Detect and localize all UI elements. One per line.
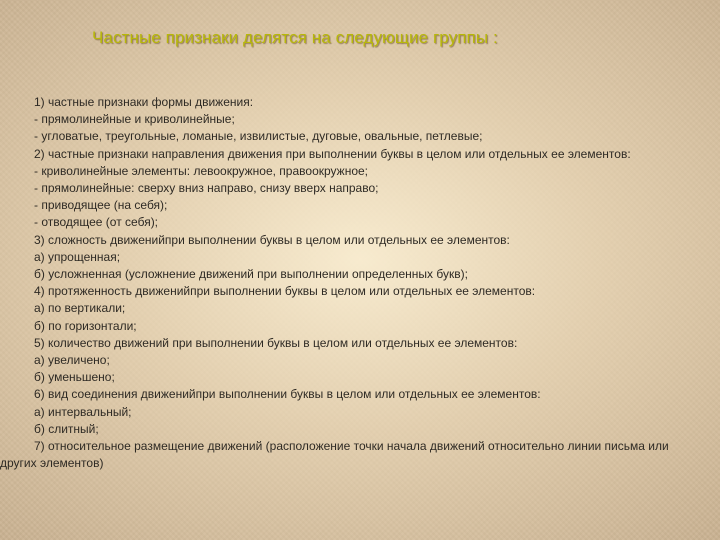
text-line: а) увеличено; — [34, 353, 110, 368]
text-line: б) уменьшено; — [34, 370, 115, 385]
text-line: 5) количество движений при выполнении буквы в целом или отдельных ее элементов: — [34, 335, 518, 350]
text-line: - отводящее (от себя); — [34, 215, 159, 230]
text-line: б) усложненная (усложнение движений при выполнении определенных букв); — [34, 267, 468, 282]
slide-title: Частные признаки делятся на следующие группы : — [92, 28, 498, 47]
text-line: - криволинейные элементы: левоокружное, правоокружное; — [34, 163, 369, 178]
text-line: - прямолинейные и криволинейные; — [34, 112, 235, 127]
text-line: 6) вид соединения движенийпри выполнении буквы в целом или отдельных ее элементов: — [34, 387, 541, 402]
text-line: 1) частные признаки формы движения: — [34, 95, 254, 109]
text-line: 3) сложность движенийпри выполнении буквы в целом или отдельных ее элементов: — [34, 232, 510, 247]
text-line: б) слитный; — [34, 421, 99, 436]
text-line-last-second: других элементов) — [0, 456, 104, 471]
text-line: - приводящее (на себя); — [34, 198, 168, 213]
text-line: - угловатые, треугольные, ломаные, извилистые, дуговые, овальные, петлевые; — [34, 129, 483, 144]
text-line-last-first: 7) относительное размещение движений (расположение точки начала движений относительно линии письма или — [34, 439, 669, 454]
text-line: 2) частные признаки направления движения при выполнении буквы в целом или отдельных ее элементов: — [34, 146, 631, 161]
text-line: б) по горизонтали; — [34, 318, 137, 333]
text-line: а) интервальный; — [34, 404, 132, 419]
body-text — [0, 94, 718, 472]
text-line: а) упрощенная; — [34, 249, 121, 264]
text-line: а) по вертикали; — [34, 301, 126, 316]
text-line: - прямолинейные: сверху вниз направо, снизу вверх направо; — [34, 181, 379, 196]
text-line: 4) протяженность движенийпри выполнении буквы в целом или отдельных ее элементов: — [34, 284, 536, 299]
